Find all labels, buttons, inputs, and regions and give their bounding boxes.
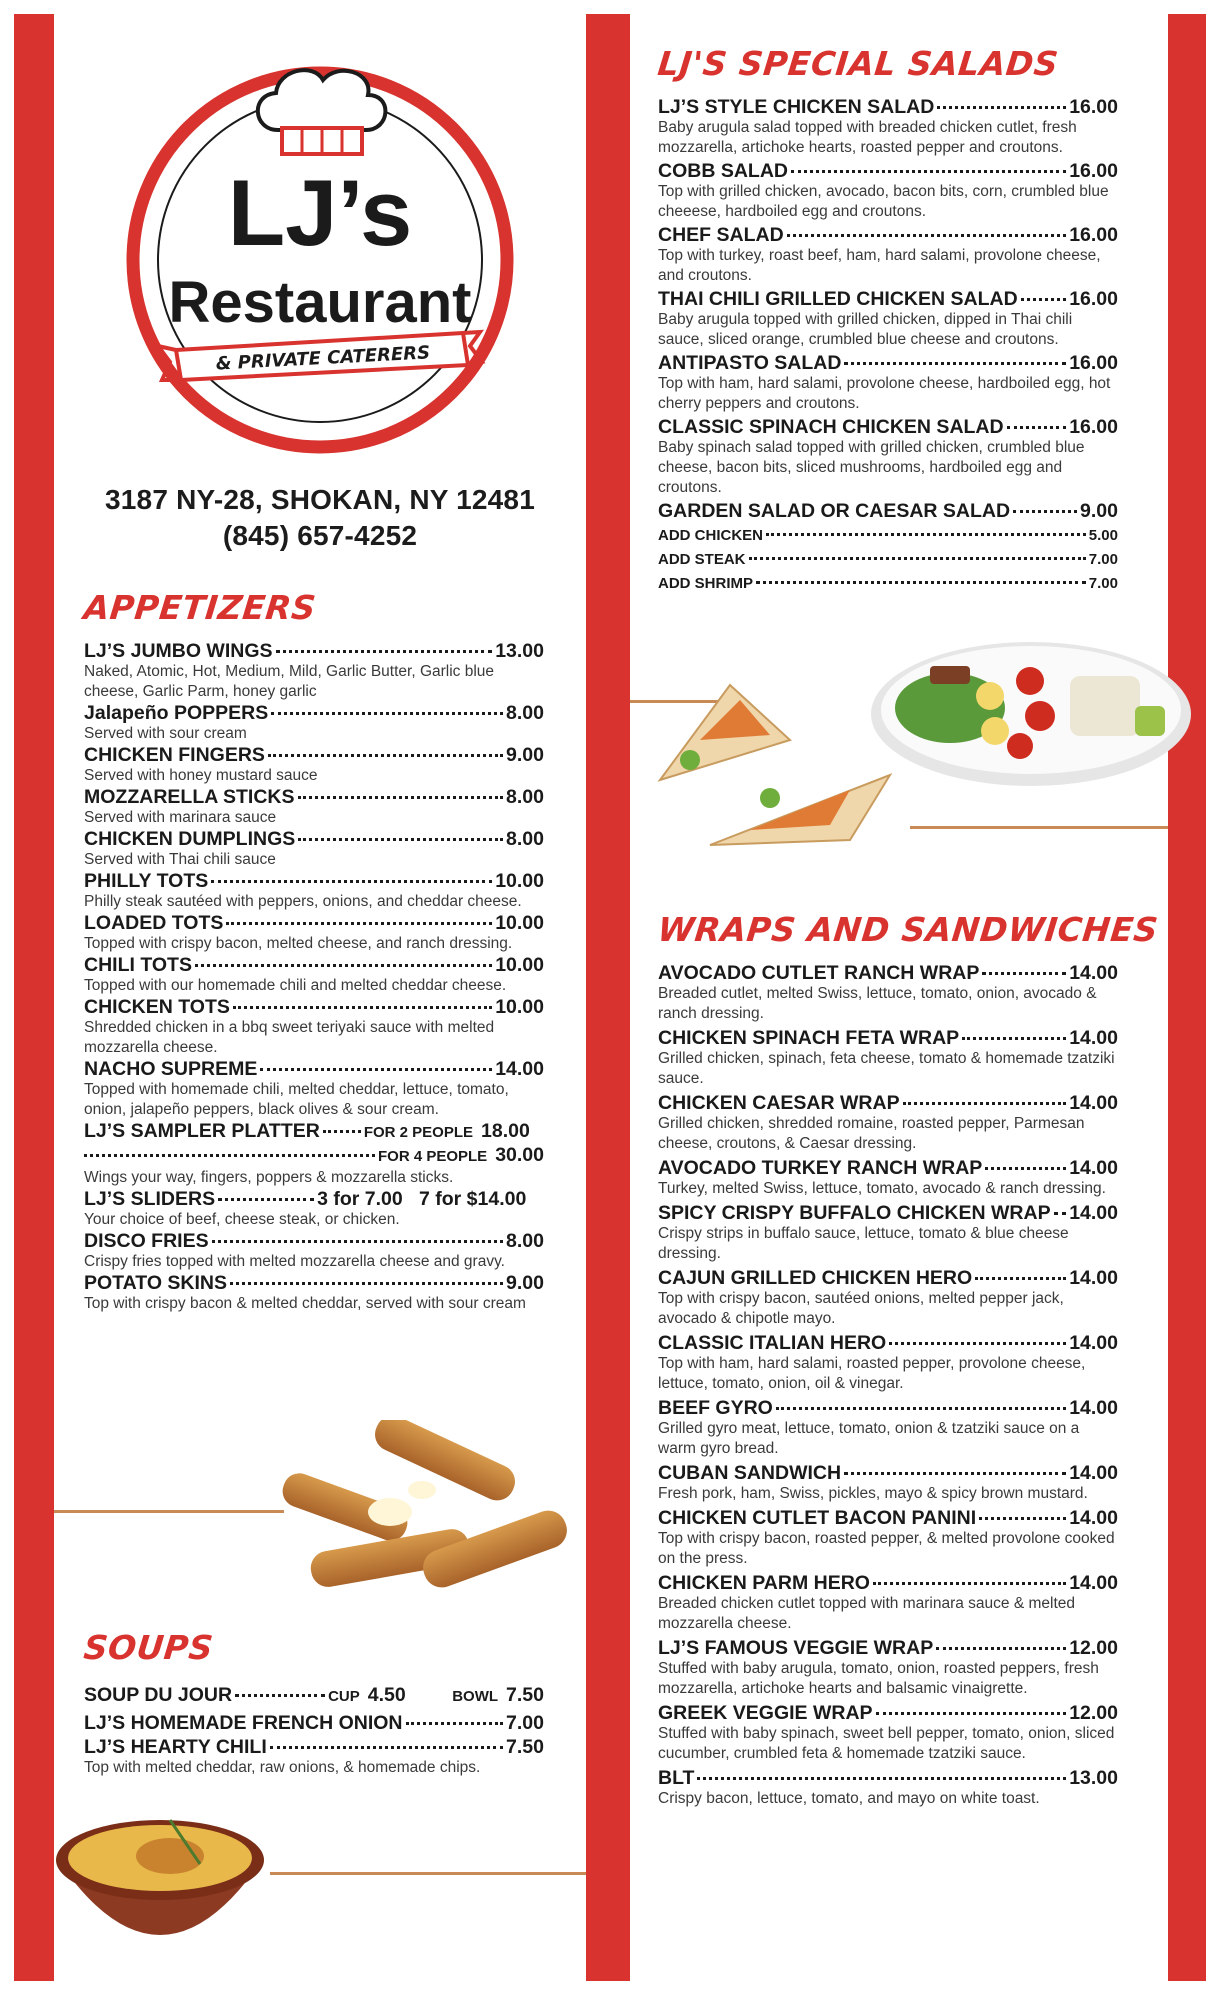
item-price: 7.00	[1088, 551, 1118, 568]
menu-item	[84, 1712, 544, 1734]
item-name: BLT	[658, 1767, 695, 1789]
menu-item	[658, 160, 1118, 222]
dot-leader	[406, 1722, 504, 1725]
dot-leader	[936, 1647, 1066, 1650]
menu-item	[658, 224, 1118, 286]
item-name: LJ’S STYLE CHICKEN SALAD	[658, 96, 935, 118]
item-name: ADD SHRIMP	[658, 575, 754, 592]
menu-item	[84, 912, 544, 954]
item-description: Baby spinach salad topped with grilled chicken, crumbled blue cheese, bacon bits, sliced mushrooms, hardboiled egg and croutons.	[658, 439, 1085, 496]
item-name: AVOCADO TURKEY RANCH WRAP	[658, 1157, 983, 1179]
item-name: GARDEN SALAD OR CAESAR SALAD	[658, 500, 1011, 522]
divider-rule	[54, 1510, 284, 1513]
item-description: Top with melted cheddar, raw onions, & homemade chips.	[84, 1759, 481, 1776]
menu-item	[84, 1736, 544, 1778]
street-address: 3187 NY-28, SHOKAN, NY 12481	[105, 484, 535, 515]
item-description: Stuffed with baby arugula, tomato, onion, roasted peppers, fresh mozzarella, artichoke hearts and balsamic vinaigrette.	[658, 1660, 1099, 1697]
dot-leader	[195, 964, 492, 967]
dot-leader	[844, 1472, 1066, 1475]
menu-item	[84, 996, 544, 1058]
item-description: Served with honey mustard sauce	[84, 767, 318, 784]
dot-leader	[226, 922, 492, 925]
item-price: 9.00	[506, 1272, 544, 1294]
item-price: 5.00	[1088, 527, 1118, 544]
dot-leader	[230, 1282, 503, 1285]
item-description: Topped with homemade chili, melted cheddar, lettuce, tomato, onion, jalapeño peppers, black olives & sour cream.	[84, 1081, 509, 1118]
item-name: THAI CHILI GRILLED CHICKEN SALAD	[658, 288, 1018, 310]
dot-leader	[211, 880, 492, 883]
logo-name: LJ’s	[227, 160, 413, 265]
item-name: PHILLY TOTS	[84, 870, 209, 892]
menu-item	[658, 548, 1118, 572]
wraps-title: WRAPS AND SANDWICHES	[655, 910, 1161, 949]
dot-leader	[271, 712, 503, 715]
item-price: 16.00	[1069, 288, 1118, 310]
item-description: Baby arugula topped with grilled chicken, dipped in Thai chili sauce, sliced orange, crumbled blue cheese and croutons.	[658, 311, 1073, 348]
dot-leader	[873, 1582, 1066, 1585]
item-description: Grilled chicken, spinach, feta cheese, tomato & homemade tzatziki sauce.	[658, 1050, 1115, 1087]
soups-menu	[84, 1684, 544, 1780]
item-price: 9.00	[1080, 500, 1118, 522]
item-name: CLASSIC ITALIAN HERO	[658, 1332, 887, 1354]
menu-item	[658, 1267, 1118, 1329]
item-description: Breaded cutlet, melted Swiss, lettuce, tomato, onion, avocado & ranch dressing.	[658, 985, 1097, 1022]
item-name: CLASSIC SPINACH CHICKEN SALAD	[658, 416, 1004, 438]
item-price: 13.00	[1069, 1767, 1118, 1789]
sampler-item: LJ’S SAMPLER PLATTER FOR 2 PEOPLE 18.00 FOR 4 PEOPLE 30.00 Wings your way, fingers, poppers & mozzarella sticks.	[84, 1120, 544, 1186]
dot-leader	[766, 533, 1086, 536]
dot-leader	[982, 972, 1066, 975]
dot-leader	[298, 796, 504, 799]
menu-item	[658, 962, 1118, 1024]
item-price: 16.00	[1069, 160, 1118, 182]
menu-item	[658, 572, 1118, 596]
item-name: Jalapeño POPPERS	[84, 702, 269, 724]
mozzarella-sticks-image	[270, 1420, 580, 1630]
dot-leader	[791, 170, 1066, 173]
dot-leader	[1021, 298, 1067, 301]
item-price: 13.00	[495, 640, 544, 662]
item-description: Served with marinara sauce	[84, 809, 277, 826]
item-description: Naked, Atomic, Hot, Medium, Mild, Garlic Butter, Garlic blue cheese, Garlic Parm, honey garlic	[84, 663, 495, 700]
menu-item	[658, 1767, 1118, 1809]
logo-banner	[158, 332, 482, 380]
menu-item	[658, 1507, 1118, 1569]
item-name: CHEF SALAD	[658, 224, 784, 246]
item-description: Baby arugula salad topped with breaded chicken cutlet, fresh mozzarella, artichoke hearts, roasted pepper and croutons.	[658, 119, 1077, 156]
item-name: LOADED TOTS	[84, 912, 224, 934]
item-description: Philly steak sautéed with peppers, onions, and cheddar cheese.	[84, 893, 522, 910]
item-description: Top with crispy bacon & melted cheddar, served with sour cream	[84, 1295, 526, 1312]
item-name: LJ’S HOMEMADE FRENCH ONION	[84, 1712, 403, 1734]
item-name: MOZZARELLA STICKS	[84, 786, 295, 808]
item-name: CHICKEN PARM HERO	[658, 1572, 870, 1594]
soup-du-jour: SOUP DU JOUR CUP 4.50 BOWL 7.50	[84, 1684, 544, 1706]
menu-item	[658, 288, 1118, 350]
cobb-salad-image	[870, 636, 1192, 786]
wraps-image	[650, 680, 910, 850]
wraps-menu	[658, 962, 1118, 1812]
item-price: 9.00	[506, 744, 544, 766]
menu-item	[658, 1092, 1118, 1154]
dot-leader	[749, 557, 1086, 560]
dot-leader	[276, 650, 493, 653]
item-name: CUBAN SANDWICH	[658, 1462, 842, 1484]
dot-leader	[1007, 426, 1067, 429]
item-price: 7.50	[506, 1736, 544, 1758]
salads-title: LJ'S SPECIAL SALADS	[655, 44, 1061, 83]
item-price: 14.00	[1069, 1332, 1118, 1354]
menu-item	[84, 1272, 544, 1314]
item-name: CAJUN GRILLED CHICKEN HERO	[658, 1267, 973, 1289]
item-price: 14.00	[495, 1058, 544, 1080]
menu-item	[658, 1157, 1118, 1199]
dot-leader	[787, 234, 1067, 237]
dot-leader	[985, 1167, 1066, 1170]
item-name: GREEK VEGGIE WRAP	[658, 1702, 873, 1724]
menu-item	[658, 1027, 1118, 1089]
item-name: CHICKEN FINGERS	[84, 744, 265, 766]
item-name: CHICKEN TOTS	[84, 996, 230, 1018]
item-name: AVOCADO CUTLET RANCH WRAP	[658, 962, 980, 984]
item-price: 10.00	[495, 996, 544, 1018]
menu-item	[658, 500, 1118, 522]
item-price: 10.00	[495, 870, 544, 892]
item-price: 8.00	[506, 1230, 544, 1252]
item-price: 10.00	[495, 954, 544, 976]
divider-rule	[270, 1872, 586, 1875]
item-price: 14.00	[1069, 1397, 1118, 1419]
dot-leader	[776, 1407, 1066, 1410]
menu-item	[84, 1058, 544, 1120]
item-price: 14.00	[1069, 1507, 1118, 1529]
item-description: Turkey, melted Swiss, lettuce, tomato, avocado & ranch dressing.	[658, 1180, 1106, 1197]
dot-leader	[979, 1517, 1066, 1520]
item-description: Crispy fries topped with melted mozzarella cheese and gravy.	[84, 1253, 505, 1270]
item-name: CHICKEN DUMPLINGS	[84, 828, 296, 850]
menu-item	[84, 702, 544, 744]
item-price: 14.00	[1069, 1462, 1118, 1484]
item-price: 12.00	[1069, 1702, 1118, 1724]
dot-leader	[962, 1037, 1066, 1040]
menu-item	[658, 1397, 1118, 1459]
item-description: Served with Thai chili sauce	[84, 851, 276, 868]
menu-item	[658, 352, 1118, 414]
menu-item	[84, 954, 544, 996]
dot-leader	[233, 1006, 492, 1009]
item-name: LJ’S HEARTY CHILI	[84, 1736, 267, 1758]
dot-leader	[937, 106, 1066, 109]
item-description: Fresh pork, ham, Swiss, pickles, mayo & spicy brown mustard.	[658, 1485, 1088, 1502]
center-red-stripe	[586, 14, 630, 1981]
french-onion-soup-image	[50, 1800, 270, 1970]
item-price: 8.00	[506, 786, 544, 808]
item-description: Crispy strips in buffalo sauce, lettuce, tomato & blue cheese dressing.	[658, 1225, 1069, 1262]
item-description: Served with sour cream	[84, 725, 247, 742]
menu-item	[84, 870, 544, 912]
item-description: Crispy bacon, lettuce, tomato, and mayo on white toast.	[658, 1790, 1040, 1807]
menu-item	[84, 1230, 544, 1272]
menu-item	[658, 1637, 1118, 1699]
item-name: NACHO SUPREME	[84, 1058, 258, 1080]
menu-item	[84, 786, 544, 828]
dot-leader	[889, 1342, 1066, 1345]
sliders-item: LJ’S SLIDERS 3 for 7.00 7 for $14.00 Your choice of beef, cheese steak, or chicken.	[84, 1188, 527, 1228]
item-price: 12.00	[1069, 1637, 1118, 1659]
dot-leader	[844, 362, 1066, 365]
item-description: Top with grilled chicken, avocado, bacon bits, corn, crumbled blue cheeese, hardboiled egg and croutons.	[658, 183, 1109, 220]
item-description: Grilled gyro meat, lettuce, tomato, onion & tzatziki sauce on a warm gyro bread.	[658, 1420, 1080, 1457]
item-name: DISCO FRIES	[84, 1230, 209, 1252]
item-name: CHICKEN SPINACH FETA WRAP	[658, 1027, 960, 1049]
dot-leader	[270, 1746, 503, 1749]
item-price: 14.00	[1069, 962, 1118, 984]
item-name: POTATO SKINS	[84, 1272, 228, 1294]
dot-leader	[756, 581, 1086, 584]
menu-item	[658, 96, 1118, 158]
item-name: CHILI TOTS	[84, 954, 192, 976]
item-description: Breaded chicken cutlet topped with marinara sauce & melted mozzarella cheese.	[658, 1595, 1076, 1632]
menu-item	[658, 1332, 1118, 1394]
item-price: 14.00	[1069, 1267, 1118, 1289]
item-price: 16.00	[1069, 352, 1118, 374]
dot-leader	[268, 754, 503, 757]
item-price: 8.00	[506, 702, 544, 724]
item-description: Topped with our homemade chili and melted cheddar cheese.	[84, 977, 507, 994]
item-description: Top with crispy bacon, sautéed onions, melted pepper jack, avocado & chipotle mayo.	[658, 1290, 1064, 1327]
item-name: ANTIPASTO SALAD	[658, 352, 842, 374]
menu-item	[658, 1572, 1118, 1634]
menu-item	[658, 416, 1118, 498]
menu-item	[658, 1462, 1118, 1504]
item-price: 16.00	[1069, 224, 1118, 246]
menu-item	[84, 640, 544, 702]
dot-leader	[1054, 1212, 1067, 1215]
restaurant-logo	[118, 50, 522, 460]
item-name: SPICY CRISPY BUFFALO CHICKEN WRAP	[658, 1202, 1051, 1224]
left-red-stripe	[14, 14, 54, 1981]
item-description: Shredded chicken in a bbq sweet teriyaki sauce with melted mozzarella cheese.	[84, 1019, 495, 1056]
item-price: 7.00	[1088, 575, 1118, 592]
item-description: Topped with crispy bacon, melted cheese, and ranch dressing.	[84, 935, 513, 952]
divider-rule	[910, 826, 1168, 829]
item-price: 14.00	[1069, 1202, 1118, 1224]
dot-leader	[260, 1068, 492, 1071]
item-price: 14.00	[1069, 1027, 1118, 1049]
item-description: Stuffed with baby spinach, sweet bell pepper, tomato, onion, sliced cucumber, crumbled feta & homemade tzatziki sauce.	[658, 1725, 1115, 1762]
menu-item	[84, 828, 544, 870]
item-description: Grilled chicken, shredded romaine, roasted pepper, Parmesan cheese, croutons, & Caesar dressing.	[658, 1115, 1085, 1152]
item-price: 14.00	[1069, 1572, 1118, 1594]
menu-item	[658, 1702, 1118, 1764]
item-name: CHICKEN CAESAR WRAP	[658, 1092, 900, 1114]
dot-leader	[975, 1277, 1066, 1280]
item-price: 16.00	[1069, 416, 1118, 438]
dot-leader	[697, 1777, 1066, 1780]
item-price: 16.00	[1069, 96, 1118, 118]
item-price: 14.00	[1069, 1157, 1118, 1179]
salads-menu	[658, 96, 1118, 596]
menu-item	[84, 744, 544, 786]
logo-sub: Restaurant	[168, 270, 472, 335]
dot-leader	[298, 838, 503, 841]
item-price: 7.00	[506, 1712, 544, 1734]
item-description: Top with ham, hard salami, roasted pepper, provolone cheese, lettuce, tomato, onion, oil & vinegar.	[658, 1355, 1086, 1392]
item-description: Top with crispy bacon, roasted pepper, & melted provolone cooked on the press.	[658, 1530, 1115, 1567]
appetizers-menu	[84, 640, 544, 1314]
dot-leader	[876, 1712, 1067, 1715]
dot-leader	[903, 1102, 1067, 1105]
item-name: ADD CHICKEN	[658, 527, 763, 544]
item-name: ADD STEAK	[658, 551, 746, 568]
phone-number[interactable]: (845) 657-4252	[222, 520, 418, 551]
dot-leader	[212, 1240, 503, 1243]
appetizers-title: APPETIZERS	[81, 588, 318, 627]
svg-text:& PRIVATE CATERERS: & PRIVATE CATERERS	[215, 342, 431, 375]
item-name: BEEF GYRO	[658, 1397, 773, 1419]
item-description: Top with turkey, roast beef, ham, hard salami, provolone cheese, and croutons.	[658, 247, 1101, 284]
menu-item	[658, 1202, 1118, 1264]
item-description: Top with ham, hard salami, provolone cheese, hardboiled egg, hot cherry peppers and croutons.	[658, 375, 1111, 412]
dot-leader	[1013, 510, 1077, 513]
item-price: 10.00	[495, 912, 544, 934]
item-price: 8.00	[506, 828, 544, 850]
right-red-stripe	[1168, 14, 1206, 1981]
item-name: CHICKEN CUTLET BACON PANINI	[658, 1507, 977, 1529]
item-name: LJ’S JUMBO WINGS	[84, 640, 273, 662]
item-price: 14.00	[1069, 1092, 1118, 1114]
item-name: COBB SALAD	[658, 160, 788, 182]
menu-item	[658, 524, 1118, 548]
item-name: LJ’S FAMOUS VEGGIE WRAP	[658, 1637, 934, 1659]
soups-title: SOUPS	[81, 1628, 216, 1667]
